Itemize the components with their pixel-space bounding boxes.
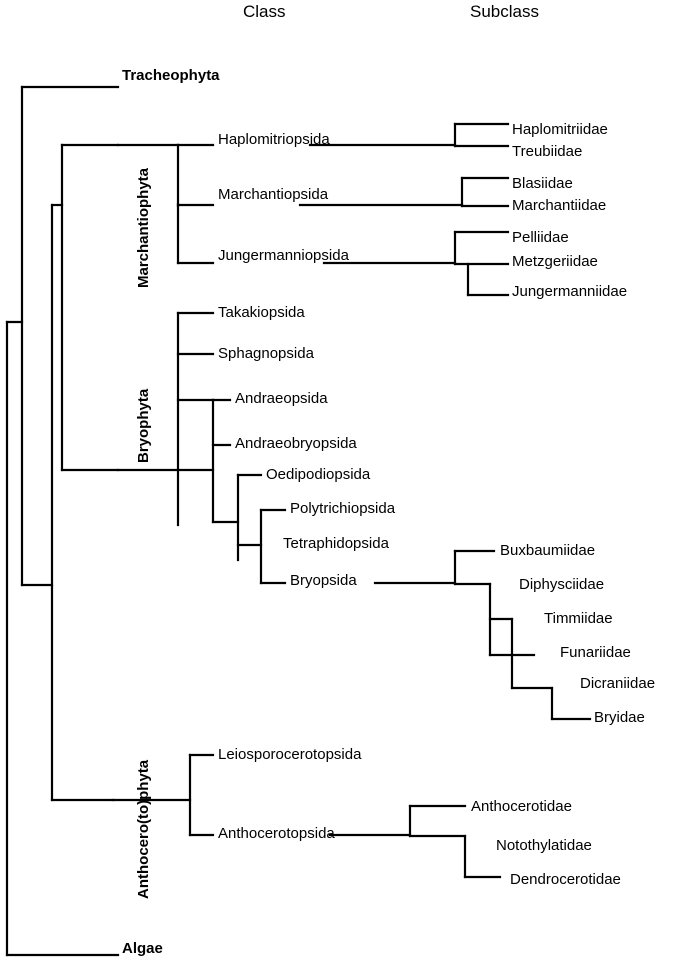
column-header: Class [243, 2, 286, 21]
taxon-label: Marchantiopsida [218, 186, 329, 203]
taxon-label: Sphagnopsida [218, 345, 314, 362]
taxon-label: Dicraniidae [580, 675, 656, 692]
taxon-label: Jungermanniidae [512, 283, 628, 300]
taxon-label: Notothylatidae [496, 837, 592, 854]
taxon-label: Timmiidae [544, 610, 613, 627]
taxon-label: Funariidae [560, 644, 631, 661]
taxon-label: Anthocerotopsida [218, 825, 335, 842]
column-header: Subclass [470, 2, 539, 21]
taxon-label: Haplomitriopsida [218, 131, 330, 148]
taxon-label: Diphysciidae [519, 576, 605, 593]
taxon-label: Metzgeriidae [512, 253, 598, 270]
phylum-label: Marchantiophyta [135, 167, 152, 288]
taxon-label: Anthocerotidae [471, 798, 572, 815]
taxon-label: Algae [122, 940, 163, 957]
taxon-label: Leiosporocerotopsida [218, 746, 362, 763]
taxon-label: Treubiidae [512, 143, 583, 160]
taxon-label: Andraeopsida [235, 390, 328, 407]
taxon-label: Bryopsida [290, 572, 357, 589]
taxon-label: Andraeobryopsida [235, 435, 357, 452]
taxon-label: Bryidae [594, 709, 645, 726]
taxon-label: Dendrocerotidae [510, 871, 621, 888]
taxon-label: Jungermanniopsida [218, 247, 349, 264]
taxon-label: Polytrichiopsida [290, 500, 396, 517]
taxon-label: Oedipodiopsida [266, 466, 371, 483]
taxon-label: Marchantiidae [512, 197, 607, 214]
taxon-label: Pelliidae [512, 229, 569, 246]
taxon-label: Takakiopsida [218, 304, 305, 321]
taxon-label: Haplomitriidae [512, 121, 608, 138]
phylum-label: Bryophyta [135, 388, 152, 463]
taxon-label: Blasiidae [512, 175, 573, 192]
taxon-label: Buxbaumiidae [500, 542, 596, 559]
taxon-label: Tracheophyta [122, 67, 220, 84]
phylum-label: Anthocero(to)phyta [135, 759, 152, 899]
taxon-label: Tetraphidopsida [283, 535, 389, 552]
